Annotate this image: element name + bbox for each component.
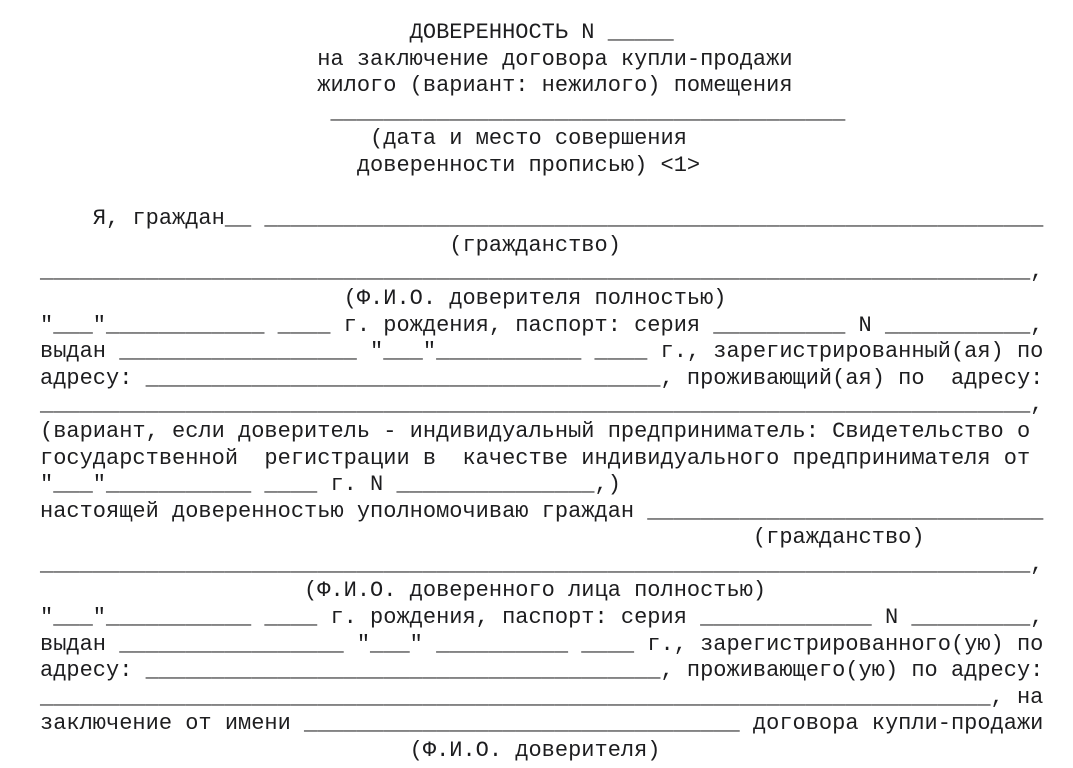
doc-line: "___"___________ ____ г. рождения, паспорт: серия _____________ N _________, xyxy=(40,605,1044,631)
doc-line: ________________________________________________________________________, на xyxy=(40,684,1044,710)
doc-line: (Ф.И.О. доверенного лица полностью) xyxy=(40,578,767,604)
doc-line: на заключение договора купли-продажи xyxy=(40,46,793,72)
doc-line: государственной регистрации в качестве индивидуального предпринимателя от xyxy=(40,445,1031,471)
doc-line: ___________________________________________________________________________, xyxy=(40,551,1044,577)
doc-line: (вариант, если доверитель - индивидуальный предприниматель: Свидетельство о xyxy=(40,418,1031,444)
doc-line: выдан _________________ "___" __________ ____ г., зарегистрированного(ую) по xyxy=(40,631,1044,657)
doc-line: "___"____________ ____ г. рождения, паспорт: серия __________ N ___________, xyxy=(40,312,1044,338)
doc-line: ДОВЕРЕННОСТЬ N _____ xyxy=(40,20,674,45)
doc-line: "___"___________ ____ г. N _______________,) xyxy=(40,472,621,498)
doc-line: выдан __________________ "___"___________ ____ г., зарегистрированный(ая) по xyxy=(40,339,1044,365)
doc-line: (Ф.И.О. доверителя полностью) xyxy=(40,285,727,311)
doc-line: ___________________________________________________________________________, xyxy=(40,259,1044,285)
doc-line: заключение от имени _________________________________ договора купли-продажи xyxy=(40,711,1044,737)
doc-line: адресу: _______________________________________, проживающий(ая) по адресу: xyxy=(40,365,1044,391)
doc-line: (гражданство) xyxy=(40,525,925,551)
doc-line: ___________________________________________________________________________, xyxy=(40,392,1044,418)
doc-line: (гражданство) xyxy=(40,232,621,258)
doc-line: адресу: _______________________________________, проживающего(ую) по адресу: xyxy=(40,658,1044,684)
doc-line: настоящей доверенностью уполномочиваю граждан ______________________________ xyxy=(40,498,1044,524)
doc-line: жилого (вариант: нежилого) помещения xyxy=(40,73,793,99)
doc-line: (дата и место совершения xyxy=(40,126,687,152)
doc-line: Я, граждан__ ___________________________________________________________ xyxy=(40,206,1044,232)
doc-line: _______________________________________ xyxy=(40,99,846,125)
power-of-attorney-document-text xyxy=(40,20,1043,765)
doc-line: доверенности прописью) <1> xyxy=(40,152,701,178)
doc-line xyxy=(40,180,1043,207)
doc-line: (Ф.И.О. доверителя) xyxy=(40,738,661,764)
